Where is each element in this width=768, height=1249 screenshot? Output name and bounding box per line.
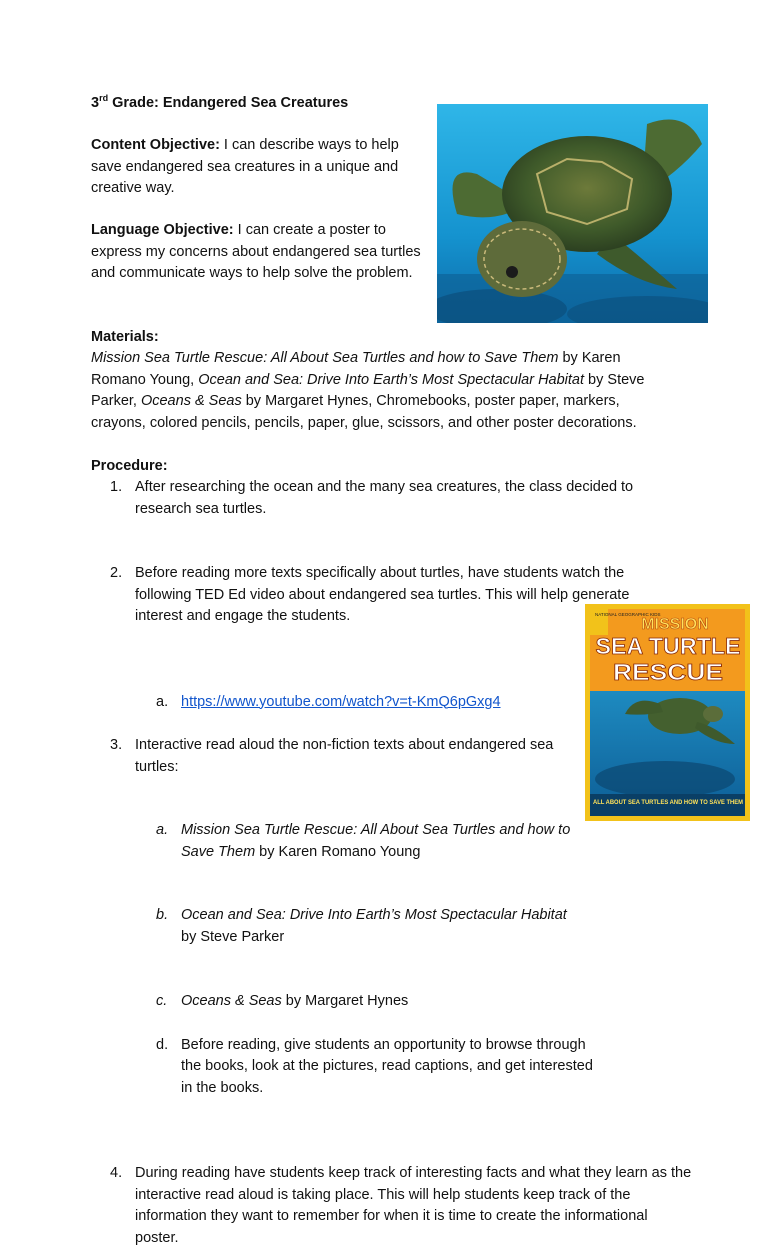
page-title: 3rd Grade: Endangered Sea Creatures (91, 93, 349, 111)
cover-brand: NATIONAL GEOGRAPHIC KIDS (595, 612, 661, 617)
procedure-step-4: 4. During reading have students keep track of interesting facts and what they learn as the interactive read aloud is taking place. This will help students keep track of the information they want to remember for when it is time to create the informational poster. (110, 1165, 692, 1246)
procedure-step-3c: c. Oceans & Seas by Margaret Hynes (156, 993, 409, 1009)
materials-heading: Materials: (91, 329, 159, 345)
procedure-step-2a: a. https://www.youtube.com/watch?v=t-KmQ6pGxg4 (156, 693, 501, 710)
procedure-step-3d: d. Before reading, give students an opportunity to browse through the books, look at the pictures, read captions, and get interested in the books. (156, 1036, 593, 1096)
procedure-step-3: 3. Interactive read aloud the non-fiction texts about endangered sea turtles: (110, 737, 554, 775)
cover-subtitle: ALL ABOUT SEA TURTLES AND HOW TO SAVE THEM (593, 800, 743, 806)
sea-turtle-photo (437, 104, 708, 323)
cover-sea-turtle: SEA TURTLE (595, 633, 741, 659)
cover-mission: MISSION (641, 616, 709, 633)
content-objective-label: Content Objective: (91, 137, 220, 153)
procedure-step-1: 1. After researching the ocean and the many sea creatures, the class decided to research sea turtles. (110, 479, 634, 517)
procedure-step-3a: a. Mission Sea Turtle Rescue: All About Sea Turtles and how to Save Them by Karen Romano Young (156, 822, 571, 860)
ted-ed-video-link[interactable]: https://www.youtube.com/watch?v=t-KmQ6pGxg4 (181, 693, 501, 710)
procedure-step-2: 2. Before reading more texts specifically about turtles, have students watch the following TED Ed video about endangered sea turtles. This will help generate interest and engage the students. (110, 565, 630, 624)
cover-rescue: RESCUE (613, 659, 723, 685)
content-objective: Content Objective: I can describe ways to help save endangered sea creatures in a unique and creative way. (91, 137, 399, 196)
language-objective-label: Language Objective: (91, 222, 234, 238)
procedure-step-3b: b. Ocean and Sea: Drive Into Earth’s Most Spectacular Habitat by Steve Parker (156, 907, 567, 945)
book-cover-image (585, 604, 750, 821)
materials-list: Mission Sea Turtle Rescue: All About Sea Turtles and how to Save Them by Karen Romano Young, Ocean and Sea: Drive Into Earth’s Most Spectacular Habitat by Steve Parker, Oceans & Seas by Margaret Hynes, Chromebooks, poster paper, markers, crayons, colored pencils, pencils, paper, glue, scissors, and other poster decorations. (91, 350, 645, 431)
language-objective: Language Objective: I can create a poster to express my concerns about endangered sea turtles and communicate ways to help solve the problem. (91, 222, 421, 281)
procedure-heading: Procedure: (91, 458, 168, 474)
